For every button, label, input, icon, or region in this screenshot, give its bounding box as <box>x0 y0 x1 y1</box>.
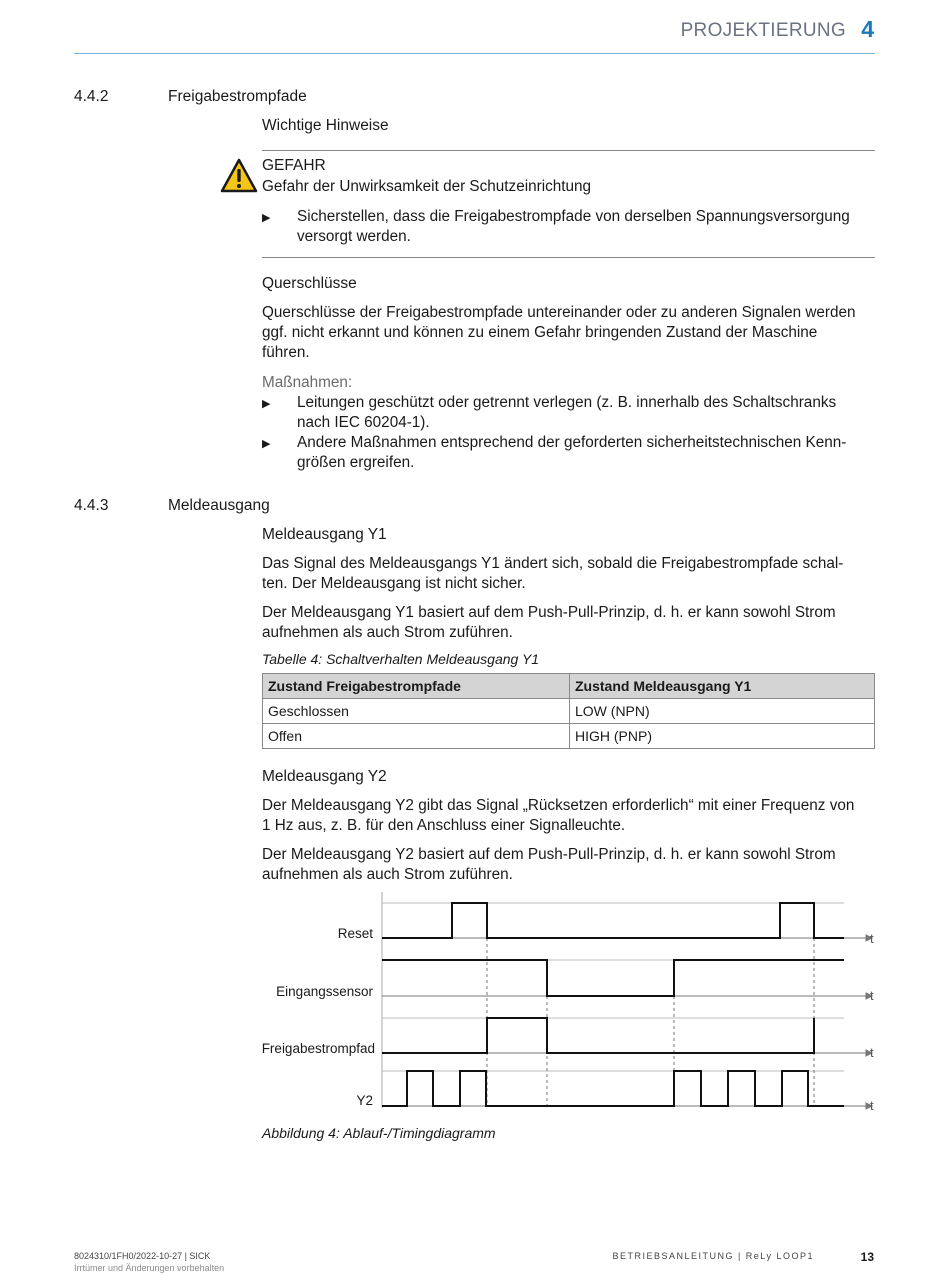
danger-bullet-line2: versorgt werden. <box>297 228 411 245</box>
footer-note: Irrtümer und Änderungen vorbehalten <box>74 1263 225 1273</box>
chapter-number: 4 <box>861 16 874 42</box>
danger-bottom-rule <box>262 257 875 258</box>
section-number: 4.4.3 <box>74 497 109 514</box>
y1-heading: Meldeausgang Y1 <box>262 526 387 543</box>
time-label: t <box>870 988 874 1003</box>
table-header-cell: Zustand Meldeausgang Y1 <box>570 674 875 699</box>
timing-diagram <box>262 890 882 1120</box>
danger-text: Gefahr der Unwirksamkeit der Schutzeinrichtung <box>262 178 592 195</box>
measures-label: Maßnahmen: <box>262 374 353 391</box>
y2-para2-line2: aufnehmen als auch Strom zuführen. <box>262 866 513 883</box>
footer-doc-id: 8024310/1FH0/2022-10-27 | SICK <box>74 1251 211 1261</box>
danger-top-rule <box>262 150 875 151</box>
table-header-cell: Zustand Freigabestrompfade <box>263 674 570 699</box>
y2-waveform <box>382 1071 844 1106</box>
table-cell: Offen <box>263 724 570 749</box>
signal-label-y2: Y2 <box>356 1093 373 1108</box>
signal-label-reset: Reset <box>337 926 373 941</box>
crossfault-line1: Querschlüsse der Freigabestrompfade untereinander oder zu anderen Signalen werden <box>262 304 856 321</box>
y1-para2-line2: aufnehmen als auch Strom zuführen. <box>262 624 513 641</box>
crossfault-line3: führen. <box>262 344 310 361</box>
y2-para2-line1: Der Meldeausgang Y2 basiert auf dem Push-Pull-Prinzip, d. h. er kann sowohl Strom <box>262 846 836 863</box>
y2-para1-line1: Der Meldeausgang Y2 gibt das Signal „Rücksetzen erforderlich“ mit einer Frequenz von <box>262 797 855 814</box>
y1-para2-line1: Der Meldeausgang Y1 basiert auf dem Push-Pull-Prinzip, d. h. er kann sowohl Strom <box>262 604 836 621</box>
y1-para1-line1: Das Signal des Meldeausgangs Y1 ändert sich, sobald die Freigabestrompfade schal- <box>262 555 844 572</box>
figure-caption: Abbildung 4: Ablauf-/Timingdiagramm <box>262 1125 496 1141</box>
input-sensor-waveform <box>382 960 844 996</box>
measure1-line2: nach IEC 60204-1). <box>297 414 430 431</box>
bullet-arrow: ▶ <box>262 438 271 450</box>
section-title: Freigabestrompfade <box>168 88 307 105</box>
table-cell: Geschlossen <box>263 699 570 724</box>
table-row <box>263 724 875 749</box>
table-header-row <box>263 674 875 699</box>
page-number: 13 <box>860 1250 874 1264</box>
switching-table <box>262 673 875 749</box>
warning-icon <box>220 158 258 193</box>
table-cell: LOW (NPN) <box>570 699 875 724</box>
measure2-line2: größen ergreifen. <box>297 454 415 471</box>
signal-label-input-sensor: Eingangssensor <box>276 984 373 999</box>
measure2-line1: Andere Maßnahmen entsprechend der geforderten sicherheitstechnischen Kenn- <box>297 434 847 451</box>
reset-waveform <box>382 903 844 938</box>
section-number: 4.4.2 <box>74 88 109 105</box>
important-notes-heading: Wichtige Hinweise <box>262 117 389 134</box>
header-rule <box>74 53 875 54</box>
crossfault-heading: Querschlüsse <box>262 275 357 292</box>
table-cell: HIGH (PNP) <box>570 724 875 749</box>
time-label: t <box>870 1045 874 1060</box>
y2-heading: Meldeausgang Y2 <box>262 768 387 785</box>
section-title: Meldeausgang <box>168 497 270 514</box>
y2-para1-line2: 1 Hz aus, z. B. für den Anschluss einer Signalleuchte. <box>262 817 626 834</box>
danger-label: GEFAHR <box>262 157 326 174</box>
table-caption: Tabelle 4: Schaltverhalten Meldeausgang Y1 <box>262 651 540 667</box>
time-label: t <box>870 931 874 946</box>
time-label: t <box>870 1098 874 1113</box>
chapter-title: PROJEKTIERUNG <box>680 20 846 41</box>
bullet-arrow: ▶ <box>262 398 271 410</box>
enable-path-waveform <box>382 1018 814 1053</box>
table-row <box>263 699 875 724</box>
danger-bullet-line1: Sicherstellen, dass die Freigabestrompfade von derselben Spannungsversorgung <box>297 208 850 225</box>
crossfault-line2: ggf. nicht erkannt und können zu einem Gefahr bringenden Zustand der Maschine <box>262 324 818 341</box>
bullet-arrow: ▶ <box>262 212 271 224</box>
signal-label-enable-path: Freigabestrompfad <box>262 1041 375 1056</box>
footer-manual: BETRIEBSANLEITUNG | ReLy LOOP1 <box>612 1251 814 1261</box>
measure1-line1: Leitungen geschützt oder getrennt verlegen (z. B. innerhalb des Schaltschranks <box>297 394 837 411</box>
y1-para1-line2: ten. Der Meldeausgang ist nicht sicher. <box>262 575 526 592</box>
